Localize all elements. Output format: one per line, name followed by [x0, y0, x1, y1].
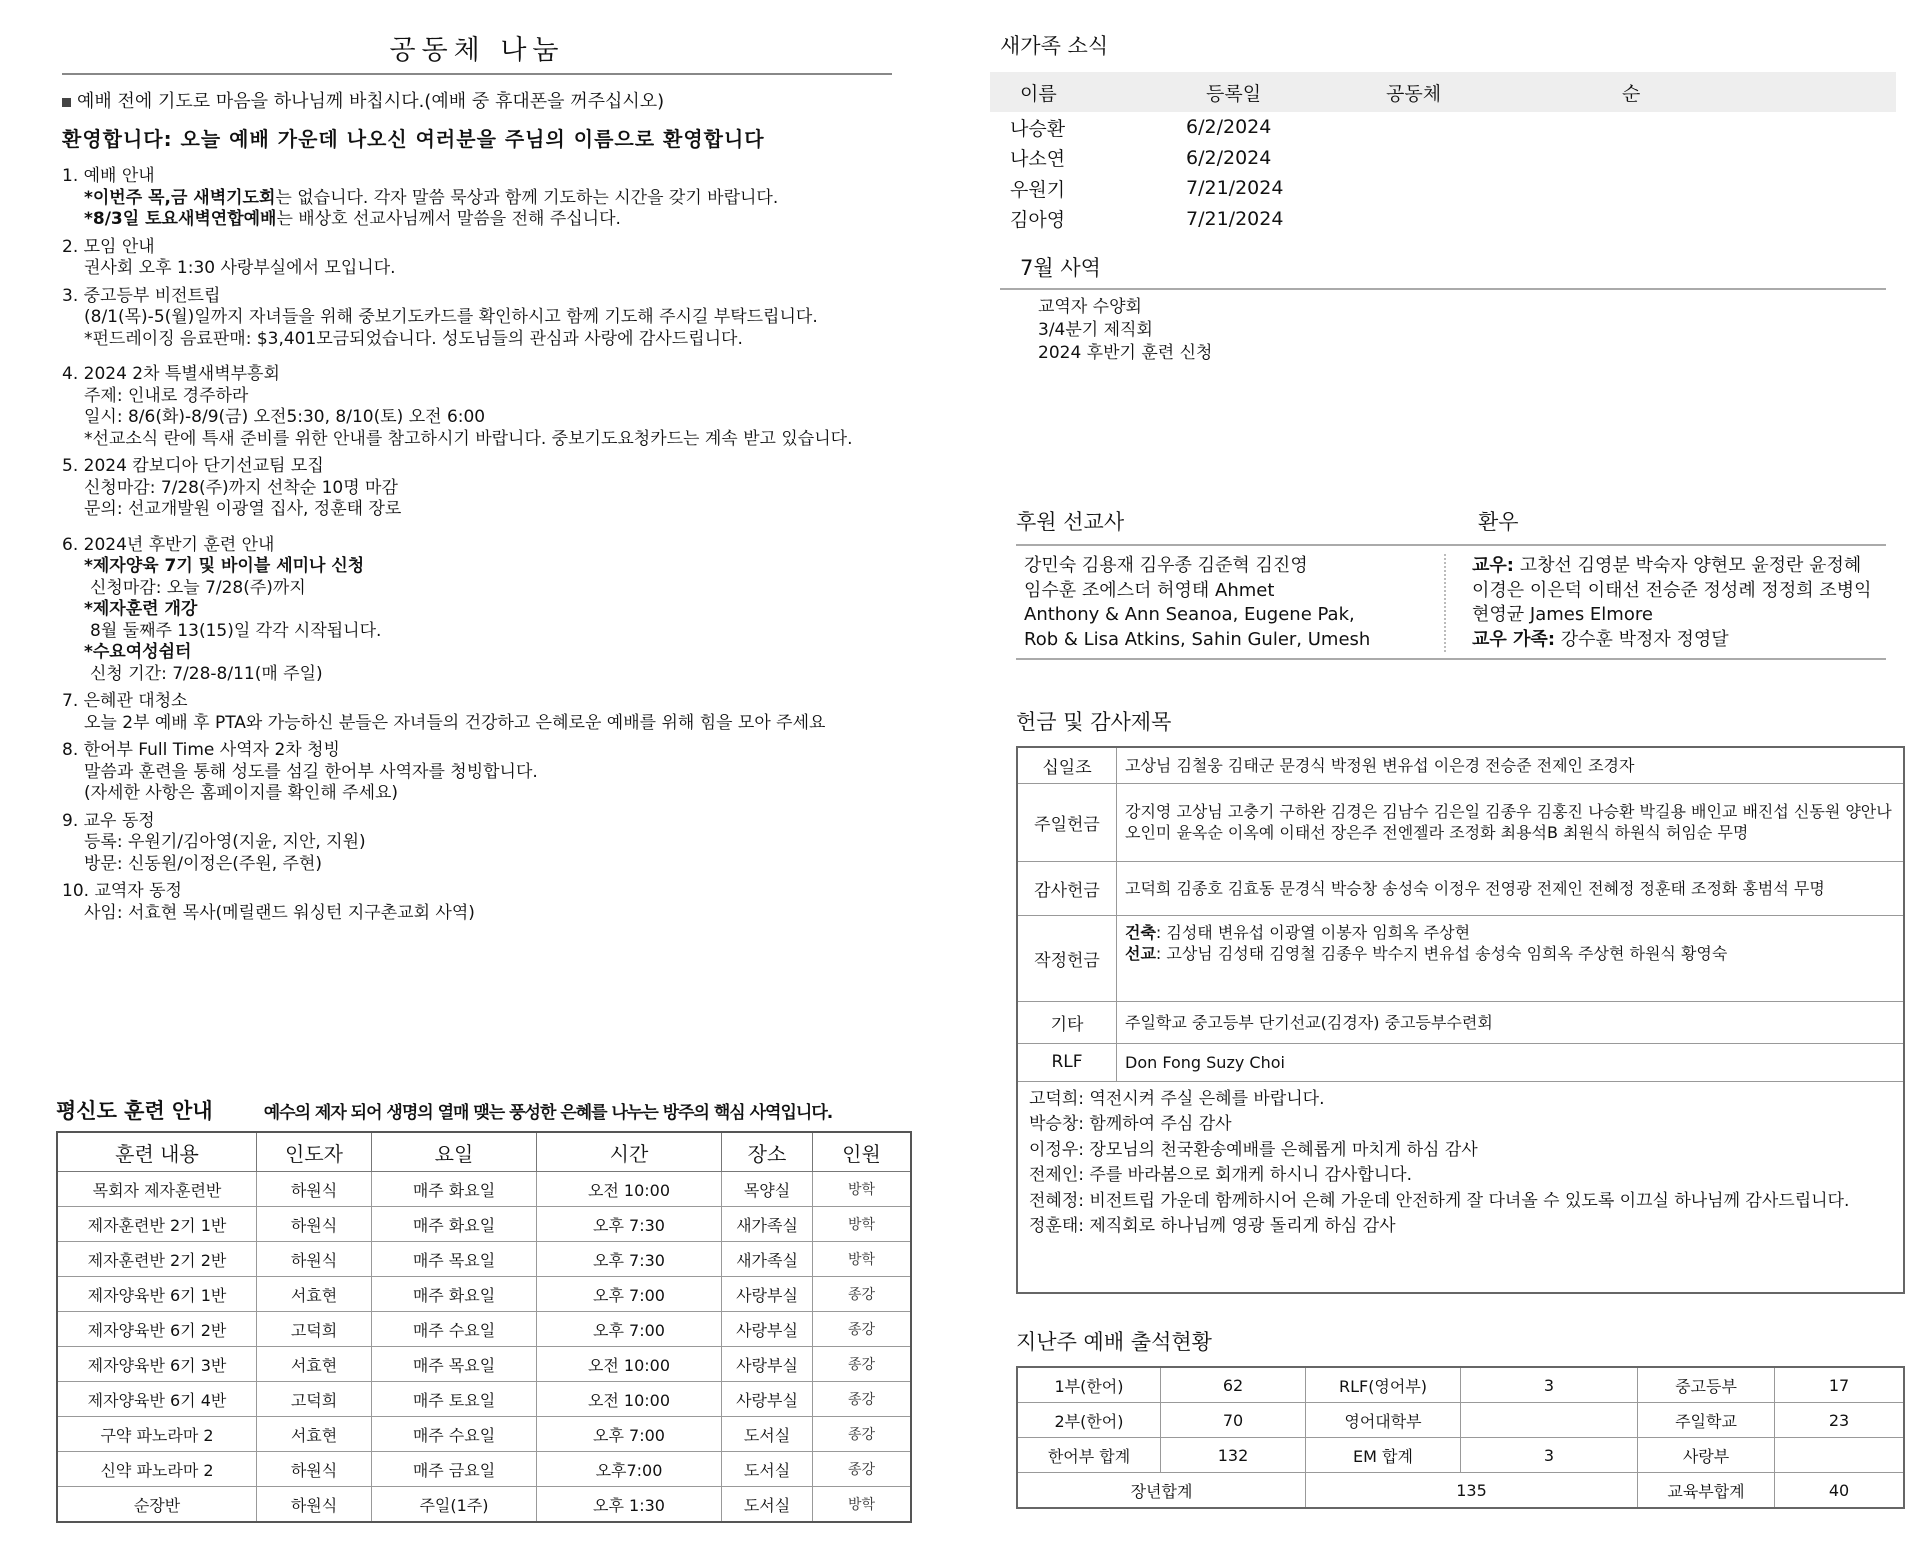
table-cell: 하원식 [257, 1172, 372, 1207]
row-value: 고덕희 김종호 김효동 문경식 박승창 송성숙 이정우 전영광 전제인 전혜정 정훈태 조정화 홍범석 무명 [1117, 861, 1905, 915]
thanks-note: 전제인: 주를 바라봄으로 회개케 하시니 감사합니다. [1029, 1165, 1413, 1185]
table-cell: 주일(1주) [372, 1487, 537, 1523]
announcement-title: 9. 교우 동정 [62, 810, 155, 831]
table-cell: 종강 [813, 1277, 912, 1312]
attendance-title: 지난주 예배 출석현황 [1016, 1330, 1212, 1354]
list-item [1010, 173, 1900, 204]
table-cell: 매주 화요일 [372, 1172, 537, 1207]
patients-title: 환우 [1478, 510, 1519, 534]
july-events-header [1000, 252, 1886, 290]
table-cell: 62 [1161, 1367, 1306, 1403]
training-table-body [57, 1172, 911, 1523]
table-cell: 6/2/2024 [1186, 146, 1272, 169]
row-value: 강지영 고상님 고충기 구하완 김경은 김남수 김은일 김종우 김홍진 나승환 박길용 배인교 배진섭 신동원 양안나 오인미 윤옥순 이옥예 이태선 장은주 전엔젤라 조정화 최용석B 최원식 하원식 허임순 무명 [1117, 783, 1905, 861]
missionaries-title: 후원 선교사 [1016, 510, 1125, 534]
announcement-item [62, 364, 892, 450]
row-label: 작정헌금 [1017, 915, 1117, 1001]
table-row [1017, 1081, 1904, 1293]
table-row [57, 1417, 911, 1452]
table-cell: 제자훈련반 2기 1반 [57, 1207, 257, 1242]
row-value: 주일학교 중고등부 단기선교(김경자) 중고등부수련회 [1117, 1001, 1905, 1043]
missionaries-section [1016, 506, 1886, 660]
table-cell: 서효현 [257, 1417, 372, 1452]
missionaries-body [1016, 546, 1886, 660]
table-row [1017, 783, 1904, 861]
table-cell: 사랑부실 [722, 1347, 813, 1382]
table-cell: 목회자 제자훈련반 [57, 1172, 257, 1207]
table-cell: 종강 [813, 1347, 912, 1382]
right-column [1000, 30, 1900, 1501]
table-cell: 중고등부 [1638, 1367, 1775, 1403]
training-title: 평신도 훈련 안내 [56, 1099, 213, 1123]
table-cell: 새가족실 [722, 1242, 813, 1277]
list-item: Anthony & Ann Seanoa, Eugene Pak, [1024, 604, 1355, 625]
announcement-line: *선교소식 란에 특새 준비를 위한 안내를 참고하시기 바랍니다. 중보기도요청카드는 계속 받고 있습니다. [84, 428, 853, 449]
table-cell: 사랑부 [1638, 1438, 1775, 1473]
table-cell: 종강 [813, 1452, 912, 1487]
announcement-title: 8. 한어부 Full Time 사역자 2차 청빙 [62, 740, 340, 760]
offering-title: 헌금 및 감사제목 [1016, 710, 1172, 734]
table-cell: 고덕희 [257, 1312, 372, 1347]
announcement-line: 말씀과 훈련을 통해 성도를 섬길 한어부 사역자를 청빙합니다. [84, 761, 538, 782]
label: 교우 가족: [1472, 628, 1556, 650]
announcement-item [62, 740, 892, 805]
table-cell: 매주 화요일 [372, 1277, 537, 1312]
table-cell: 6/2/2024 [1186, 116, 1272, 139]
column-header: 순 [1622, 82, 1641, 105]
mission-line [1125, 943, 1895, 964]
announcement-line: 신청마감: 7/28(주)까지 선착순 10명 마감 [84, 477, 398, 498]
row-value: Don Fong Suzy Choi [1117, 1043, 1905, 1081]
table-cell [1461, 1403, 1638, 1438]
table-row [57, 1347, 911, 1382]
table-cell: 영어대학부 [1306, 1403, 1461, 1438]
list-item: 2024 후반기 훈련 신청 [1038, 343, 1213, 363]
table-row [57, 1312, 911, 1347]
table-cell: 사랑부실 [722, 1382, 813, 1417]
table-cell: 종강 [813, 1417, 912, 1452]
column-header: 장소 [722, 1132, 813, 1172]
announcement-title: 7. 은혜관 대청소 [62, 691, 188, 711]
text: 는 배상호 선교사님께서 말씀을 전해 주십니다. [276, 209, 621, 229]
announcement-item [62, 691, 892, 734]
column-header: 인원 [813, 1132, 912, 1172]
text: 는 없습니다. 각자 말씀 묵상과 함께 기도하는 시간을 갖기 바랍니다. [275, 187, 779, 208]
list-item [1010, 204, 1900, 235]
announcement-title: 6. 2024년 후반기 훈련 안내 [62, 534, 275, 555]
announcement-line: (자세한 사항은 홈페이지를 확인해 주세요) [84, 783, 399, 803]
building-line [1125, 922, 1895, 943]
table-cell: 하원식 [257, 1487, 372, 1523]
offering-section [1016, 706, 1905, 1294]
list-item: 교역자 수양회 [1038, 297, 1142, 317]
column-header: 이름 [1020, 82, 1057, 105]
table-cell: 방학 [813, 1487, 912, 1523]
announcement-title: 3. 중고등부 비전트립 [62, 285, 221, 306]
table-cell: 종강 [813, 1312, 912, 1347]
table-cell: 오전 10:00 [537, 1347, 722, 1382]
table-row [57, 1172, 911, 1207]
table-cell: 서효현 [257, 1277, 372, 1312]
announcement-line: 신청 기간: 7/28-8/11(매 주일) [90, 663, 323, 684]
missionaries-list [1016, 554, 1446, 652]
table-cell: 방학 [813, 1172, 912, 1207]
table-row [57, 1452, 911, 1487]
announcement-list [62, 166, 892, 924]
thanks-note: 박승창: 함께하여 주심 감사 [1029, 1114, 1232, 1134]
table-cell: 방학 [813, 1242, 912, 1277]
table-cell: 교육부합계 [1638, 1473, 1775, 1509]
table-cell: 135 [1306, 1473, 1638, 1509]
announcement-title: 4. 2024 2차 특별새벽부흥회 [62, 364, 280, 384]
table-cell: 오후 7:00 [537, 1277, 722, 1312]
announcement-line: 일시: 8/6(화)-8/9(금) 오전5:30, 8/10(토) 오전 6:00 [84, 407, 486, 427]
announcement-title: 1. 예배 안내 [62, 166, 155, 186]
table-cell: 주일학교 [1638, 1403, 1775, 1438]
column-header: 등록일 [1206, 82, 1262, 105]
table-cell: 매주 금요일 [372, 1452, 537, 1487]
july-events-list [1000, 296, 1900, 365]
table-cell: 오후 7:30 [537, 1242, 722, 1277]
offering-table [1016, 746, 1905, 1294]
label: 건축 [1125, 922, 1156, 942]
table-cell: 오후 1:30 [537, 1487, 722, 1523]
table-cell: 사랑부실 [722, 1277, 813, 1312]
new-family-header-row [990, 72, 1896, 112]
attendance-section [1016, 1326, 1905, 1509]
announcement-line: *제자훈련 개강 [84, 599, 198, 619]
table-cell: 매주 토요일 [372, 1382, 537, 1417]
table-row [57, 1277, 911, 1312]
table-cell: 서효현 [257, 1347, 372, 1382]
list-item [1472, 628, 1871, 653]
list-item [1010, 112, 1900, 143]
table-cell: 나승환 [1010, 117, 1066, 140]
announcement-item [62, 286, 892, 351]
row-label: 감사헌금 [1017, 861, 1117, 915]
table-cell: 오후 7:00 [537, 1417, 722, 1452]
row-label: 기타 [1017, 1001, 1117, 1043]
row-value [1117, 915, 1905, 1001]
column-header: 요일 [372, 1132, 537, 1172]
bold-text: *8/3일 토요새벽연합예배 [84, 209, 277, 229]
announcement-line: 신청마감: 오늘 7/28(주)까지 [90, 577, 306, 598]
announcement-line: 등록: 우원기/김아영(지윤, 지안, 지원) [84, 832, 366, 852]
row-value: 고상님 김철웅 김태군 문경식 박정원 변유섭 이은경 전승준 전제인 조경자 [1117, 747, 1905, 783]
table-cell: 하원식 [257, 1242, 372, 1277]
announcement-line: 8월 둘째주 13(15)일 각각 시작됩니다. [90, 620, 382, 641]
label: 교우: [1472, 555, 1514, 576]
table-cell: 도서실 [722, 1417, 813, 1452]
announcement-title: 5. 2024 캄보디아 단기선교팀 모집 [62, 456, 324, 476]
table-cell: 한어부 합계 [1017, 1438, 1161, 1473]
announcement-item [62, 456, 892, 521]
table-cell: 40 [1775, 1473, 1905, 1509]
table-cell: RLF(영어부) [1306, 1367, 1461, 1403]
text: : 고상님 김성태 김영철 김종우 박수지 변유섭 송성숙 임희옥 주상현 하원식 황영숙 [1155, 943, 1728, 963]
table-cell: 1부(한어) [1017, 1367, 1161, 1403]
table-header-row [57, 1132, 911, 1172]
table-cell: 도서실 [722, 1487, 813, 1523]
prayer-notice [62, 87, 892, 113]
table-cell: 오후 7:00 [537, 1312, 722, 1347]
table-cell: 7/21/2024 [1186, 177, 1284, 200]
thanks-note: 이정우: 장모님의 천국환송예배를 은혜롭게 마치게 하심 감사 [1029, 1139, 1478, 1160]
list-item: 3/4분기 제직회 [1038, 320, 1153, 340]
table-cell: 17 [1775, 1367, 1905, 1403]
table-cell: 매주 목요일 [372, 1242, 537, 1277]
table-cell: 목양실 [722, 1172, 813, 1207]
table-row [57, 1207, 911, 1242]
announcement-line: *제자양육 7기 및 바이블 세미나 신청 [84, 556, 365, 576]
july-events-title: 7월 사역 [1020, 256, 1101, 280]
table-row [1017, 1438, 1904, 1473]
table-cell: 제자양육반 6기 1반 [57, 1277, 257, 1312]
text: 강수훈 박정자 정영달 [1555, 628, 1729, 650]
thanks-note: 전혜정: 비전트립 가운데 함께하시어 은혜 가운데 안전하게 잘 다녀올 수 있도록 이끄실 하나님께 감사드립니다. [1029, 1190, 1850, 1211]
bold-text: *이번주 목,금 새벽기도회 [84, 187, 276, 208]
table-row [1017, 915, 1904, 1001]
announcement-line [62, 188, 892, 210]
announcement-line: (8/1(목)-5(월)일까지 자녀들을 위해 중보기도카드를 확인하시고 함께 기도해 주시길 부탁드립니다. [84, 307, 818, 327]
text: : 김성태 변유섭 이광열 이봉자 임희옥 주상현 [1155, 922, 1471, 942]
label: 선교 [1125, 943, 1156, 963]
thanks-notes-cell [1017, 1081, 1904, 1293]
column-header: 시간 [537, 1132, 722, 1172]
attendance-table [1016, 1366, 1905, 1509]
text: 고창선 김영분 박숙자 양현모 윤정란 윤정혜 [1513, 555, 1862, 576]
new-family-list [1000, 112, 1900, 234]
announcement-line [62, 209, 892, 231]
announcement-title: 10. 교역자 동정 [62, 881, 182, 901]
announcement-line: 주제: 인내로 경주하라 [84, 385, 249, 406]
missionaries-header [1016, 506, 1886, 546]
table-row [57, 1242, 911, 1277]
table-cell: 매주 수요일 [372, 1312, 537, 1347]
column-header: 공동체 [1386, 82, 1442, 105]
row-label: RLF [1017, 1043, 1117, 1081]
table-cell [1775, 1438, 1905, 1473]
table-row [1017, 1403, 1904, 1438]
column-header: 인도자 [257, 1132, 372, 1172]
page-title: 공동체 나눔 [62, 28, 892, 75]
table-row [1017, 747, 1904, 783]
table-cell: 우원기 [1010, 178, 1066, 201]
list-item: 이경은 이은덕 이태선 전승준 정성례 정정희 조병익 [1472, 579, 1872, 601]
table-cell: 제자훈련반 2기 2반 [57, 1242, 257, 1277]
table-row [1017, 1367, 1904, 1403]
announcement-item [62, 237, 892, 280]
announcement-title: 2. 모임 안내 [62, 236, 155, 257]
prayer-text: 예배 전에 기도로 마음을 하나님께 바칩시다.(예배 중 휴대폰을 꺼주십시오) [77, 91, 665, 112]
column-header: 훈련 내용 [57, 1132, 257, 1172]
announcement-line: 권사회 오후 1:30 사랑부실에서 모입니다. [84, 258, 396, 278]
table-cell: 새가족실 [722, 1207, 813, 1242]
table-cell: 제자양육반 6기 2반 [57, 1312, 257, 1347]
row-label: 십일조 [1017, 747, 1117, 783]
announcement-line: *펀드레이징 음료판매: $3,401모금되었습니다. 성도님들의 관심과 사랑에 감사드립니다. [84, 328, 743, 349]
table-cell: 고덕희 [257, 1382, 372, 1417]
patients-list [1472, 554, 1871, 652]
list-item [1472, 554, 1871, 579]
announcement-item [62, 535, 892, 686]
table-cell: 오전 10:00 [537, 1382, 722, 1417]
table-row [57, 1487, 911, 1523]
announcement-line: 방문: 신동원/이정은(주원, 주현) [84, 853, 322, 874]
training-description: 예수의 제자 되어 생명의 열매 맺는 풍성한 은혜를 나누는 방주의 핵심 사역입니다. [263, 1103, 833, 1123]
row-label: 주일헌금 [1017, 783, 1117, 861]
table-cell: 나소연 [1010, 148, 1066, 171]
announcement-line: *수요여성쉼터 [84, 642, 192, 662]
table-cell: 매주 수요일 [372, 1417, 537, 1452]
table-cell: 23 [1775, 1403, 1905, 1438]
table-cell: 김아영 [1010, 209, 1066, 232]
table-cell: 사랑부실 [722, 1312, 813, 1347]
table-cell: 7/21/2024 [1186, 207, 1284, 230]
announcement-item [62, 811, 892, 876]
table-cell: 구약 파노라마 2 [57, 1417, 257, 1452]
table-cell: 방학 [813, 1207, 912, 1242]
thanks-note: 정훈태: 제직회로 하나님께 영광 돌리게 하심 감사 [1029, 1216, 1396, 1236]
table-cell: 종강 [813, 1382, 912, 1417]
announcement-line: 문의: 선교개발원 이광열 집사, 정훈태 장로 [84, 499, 402, 519]
list-item: 임수훈 조에스더 허영태 Ahmet [1024, 579, 1275, 601]
table-cell: 제자양육반 6기 3반 [57, 1347, 257, 1382]
table-cell: EM 합계 [1306, 1438, 1461, 1473]
table-cell: 신약 파노라마 2 [57, 1452, 257, 1487]
announcement-item [62, 166, 892, 231]
table-cell: 오전 10:00 [537, 1172, 722, 1207]
table-cell: 70 [1161, 1403, 1306, 1438]
table-cell: 순장반 [57, 1487, 257, 1523]
announcement-line: 오늘 2부 예배 후 PTA와 가능하신 분들은 자녀들의 건강하고 은혜로운 예배를 위해 힘을 모아 주세요 [84, 712, 826, 733]
table-cell: 하원식 [257, 1207, 372, 1242]
training-table [56, 1131, 912, 1523]
table-row [1017, 861, 1904, 915]
community-sharing-section [62, 28, 892, 930]
thanks-notes [1019, 1083, 1902, 1244]
table-cell: 3 [1461, 1438, 1638, 1473]
table-cell: 132 [1161, 1438, 1306, 1473]
table-cell: 오후7:00 [537, 1452, 722, 1487]
welcome-text: 환영합니다: 오늘 예배 가운데 나오신 여러분을 주님의 이름으로 환영합니다 [62, 127, 765, 151]
table-row [1017, 1001, 1904, 1043]
table-cell: 장년합계 [1017, 1473, 1306, 1509]
list-item: 현영균 James Elmore [1472, 604, 1653, 625]
table-cell: 매주 화요일 [372, 1207, 537, 1242]
list-item: 강민숙 김용재 김우종 김준혁 김진영 [1024, 555, 1308, 576]
table-row [1017, 1473, 1904, 1509]
thanks-note: 고덕희: 역전시켜 주실 은혜를 바랍니다. [1029, 1088, 1325, 1109]
square-bullet-icon [62, 98, 71, 107]
announcement-item [62, 881, 892, 924]
table-cell: 3 [1461, 1367, 1638, 1403]
table-cell: 매주 목요일 [372, 1347, 537, 1382]
list-item [1010, 143, 1900, 174]
table-row [57, 1382, 911, 1417]
training-section [56, 1095, 906, 1523]
list-item: Rob & Lisa Atkins, Sahin Guler, Umesh [1024, 628, 1371, 650]
new-family-title: 새가족 소식 [1000, 34, 1109, 58]
table-cell: 오후 7:30 [537, 1207, 722, 1242]
table-row [1017, 1043, 1904, 1081]
table-cell: 2부(한어) [1017, 1403, 1161, 1438]
announcement-line: 사임: 서효현 목사(메릴랜드 워싱턴 지구촌교회 사역) [84, 902, 475, 923]
table-cell: 제자양육반 6기 4반 [57, 1382, 257, 1417]
table-cell: 하원식 [257, 1452, 372, 1487]
table-cell: 도서실 [722, 1452, 813, 1487]
